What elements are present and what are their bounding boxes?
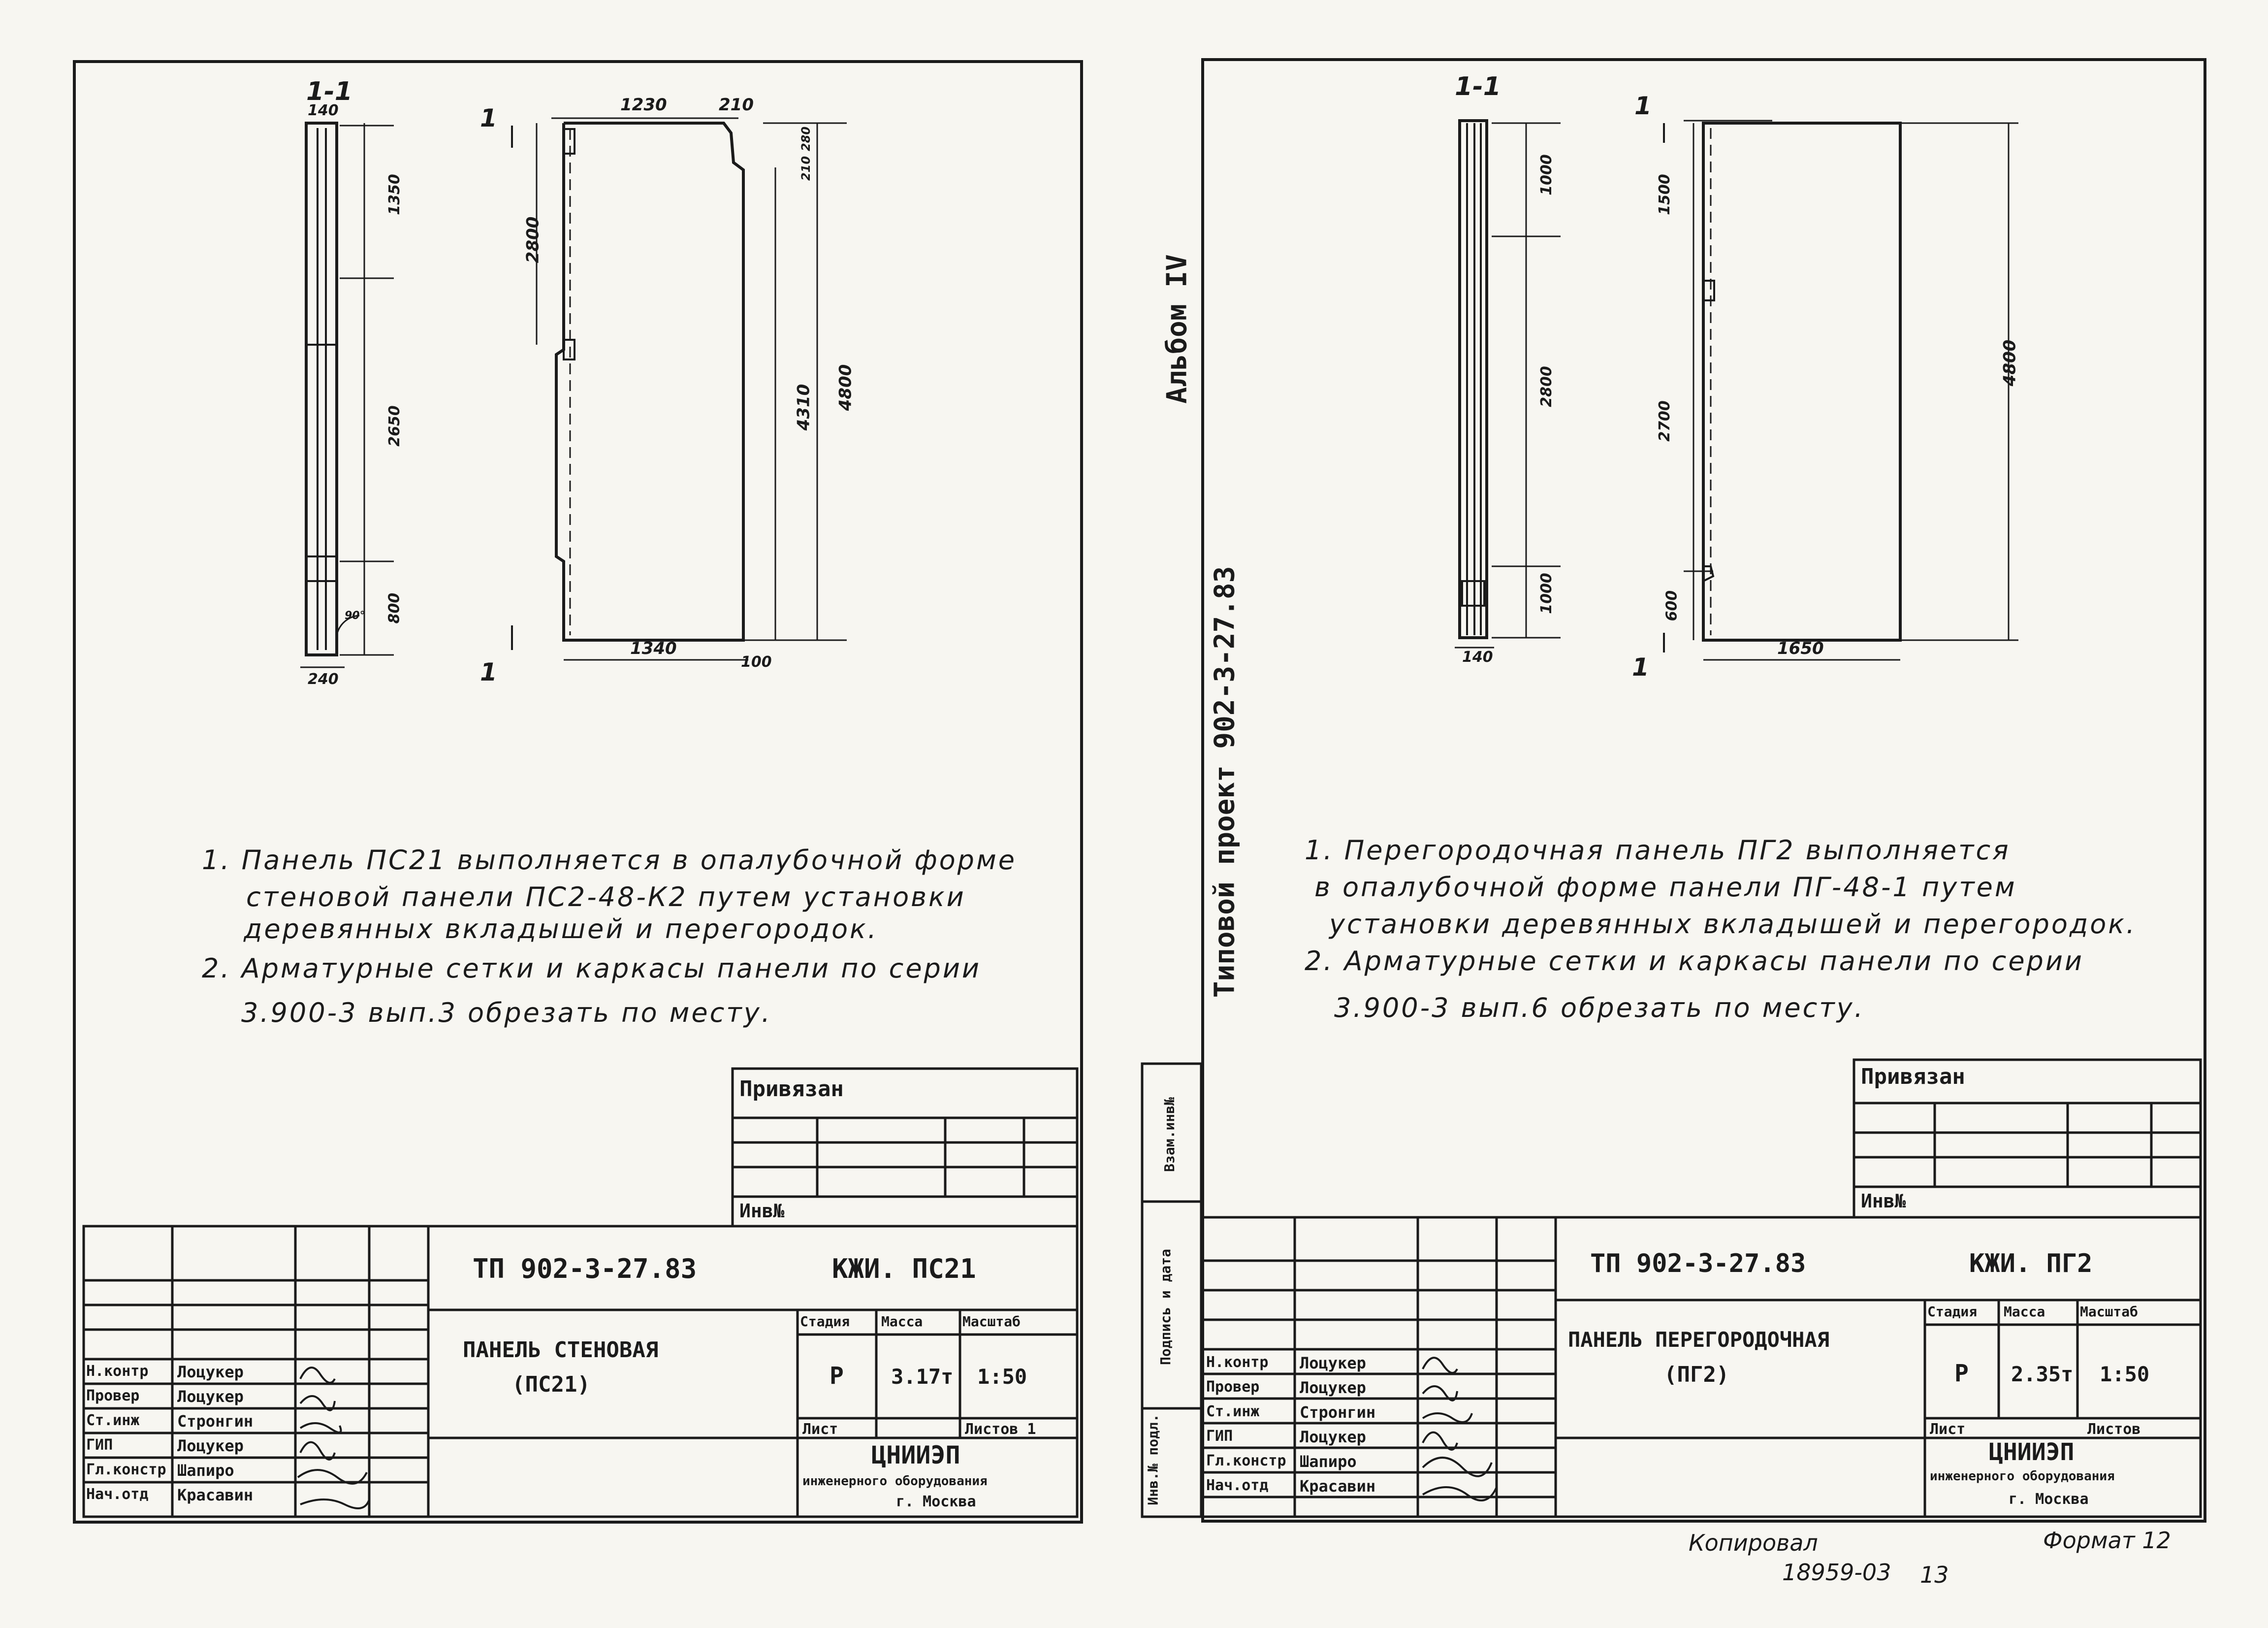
side-label-inv-podl: Инв.№ подл.	[1145, 1414, 1161, 1505]
right-scale-value: 1:50	[2100, 1362, 2150, 1386]
right-dim-1500: 1500	[1656, 174, 1673, 215]
right-project-code: ТП 902-3-27.83	[1590, 1249, 1806, 1278]
right-org-name: ЦНИИЭП	[1989, 1438, 2075, 1466]
left-inv-no: Инв№	[739, 1200, 785, 1222]
left-dim-280: 280	[799, 126, 813, 152]
footer-number: 18959-03	[1782, 1559, 1891, 1586]
footer-format: Формат 12	[2043, 1527, 2171, 1554]
left-role-1: Н.контр	[86, 1363, 149, 1380]
footer-copied: Копировал	[1689, 1530, 1818, 1556]
right-section-label: 1-1	[1455, 72, 1501, 101]
left-note-line-2: стеновой панели ПС2-48-К2 путем установки	[246, 881, 966, 912]
spine-project: Типовой проект 902-3-27.83	[1209, 566, 1241, 998]
left-org-sub: инженерного оборудования	[802, 1474, 988, 1489]
left-dim-800: 800	[385, 592, 403, 624]
left-drawing-subtitle: (ПС21)	[512, 1372, 590, 1397]
left-org-name: ЦНИИЭП	[871, 1441, 960, 1469]
right-inv-no: Инв№	[1861, 1190, 1906, 1212]
right-dim-2800: 2800	[1537, 366, 1555, 407]
left-cut-mark-top: 1	[480, 104, 497, 132]
right-stage-value: Р	[1954, 1360, 1969, 1387]
left-dim-4310: 4310	[794, 384, 814, 431]
right-cut-mark-bottom: 1	[1632, 653, 1649, 682]
left-dim-210-top: 210	[719, 95, 754, 115]
right-drawing-subtitle: (ПГ2)	[1664, 1362, 1729, 1387]
left-stage-header: Стадия	[800, 1313, 850, 1330]
right-sheet-code: КЖИ. ПГ2	[1969, 1249, 2093, 1278]
right-dim-2700: 2700	[1656, 400, 1673, 442]
right-stage-header: Стадия	[1927, 1303, 1978, 1320]
left-name-2: Лоцукер	[177, 1387, 244, 1406]
left-note-line-1: 1. Панель ПС21 выполняется в опалубочной форме	[202, 845, 1017, 876]
left-dim-1340: 1340	[630, 639, 677, 658]
right-name-5: Шапиро	[1300, 1452, 1357, 1471]
left-dim-angle: 90°	[345, 610, 365, 622]
left-cut-mark-bottom: 1	[480, 658, 497, 686]
right-role-5: Гл.констр	[1206, 1452, 1286, 1469]
right-role-1: Н.контр	[1206, 1354, 1269, 1371]
right-role-6: Нач.отд	[1206, 1477, 1269, 1494]
right-scale-header: Масштаб	[2080, 1303, 2139, 1320]
right-name-3: Стронгин	[1300, 1403, 1376, 1422]
left-name-6: Красавин	[177, 1486, 254, 1504]
left-role-2: Провер	[86, 1387, 140, 1404]
right-name-2: Лоцукер	[1300, 1378, 1366, 1397]
right-dim-1000-bottom: 1000	[1537, 573, 1555, 614]
left-name-4: Лоцукер	[177, 1436, 244, 1455]
right-dim-4800: 4800	[2000, 339, 2020, 387]
left-dim-2650: 2650	[385, 405, 403, 447]
left-dim-1350: 1350	[385, 174, 403, 215]
right-name-1: Лоцукер	[1300, 1354, 1366, 1372]
right-sheet-header: Лист	[1930, 1421, 1966, 1438]
right-dim-140: 140	[1462, 649, 1493, 666]
side-label-vzam: Взам.инв№	[1161, 1097, 1178, 1172]
left-role-4: ГИП	[86, 1436, 113, 1454]
right-note-line-4: 2. Арматурные сетки и каркасы панели по серии	[1305, 945, 2084, 977]
right-dim-1650: 1650	[1777, 639, 1824, 658]
left-dim-240: 240	[308, 671, 339, 688]
right-role-2: Провер	[1206, 1378, 1260, 1396]
left-role-5: Гл.констр	[86, 1461, 166, 1478]
left-name-3: Стронгин	[177, 1412, 254, 1431]
left-drawing-title: ПАНЕЛЬ СТЕНОВАЯ	[463, 1337, 659, 1363]
right-mass-value: 2.35т	[2011, 1362, 2074, 1386]
left-city: г. Москва	[896, 1493, 976, 1510]
left-name-5: Шапиро	[177, 1461, 234, 1480]
right-name-6: Красавин	[1300, 1477, 1376, 1496]
left-scale-header: Масштаб	[962, 1313, 1021, 1330]
left-role-6: Нач.отд	[86, 1486, 149, 1503]
left-dim-210-side: 210	[799, 156, 813, 181]
right-cut-mark-top: 1	[1634, 92, 1652, 120]
left-sheet-code: КЖИ. ПС21	[832, 1253, 976, 1284]
right-note-line-5: 3.900-3 вып.6 обрезать по месту.	[1334, 992, 1865, 1023]
left-sheets-header: Листов 1	[965, 1421, 1036, 1438]
left-scale-value: 1:50	[977, 1365, 1027, 1389]
left-dim-1230: 1230	[620, 95, 667, 115]
left-sheet-header: Лист	[802, 1421, 838, 1438]
right-note-line-3: установки деревянных вкладышей и перегородок.	[1329, 909, 2137, 940]
left-dim-2800: 2800	[523, 216, 543, 263]
right-role-3: Ст.инж	[1206, 1403, 1260, 1420]
footer-page: 13	[1920, 1562, 1949, 1588]
right-role-4: ГИП	[1206, 1428, 1233, 1445]
right-note-line-2: в опалубочной форме панели ПГ-48-1 путем	[1314, 872, 2017, 903]
left-role-3: Ст.инж	[86, 1412, 140, 1429]
left-note-line-5: 3.900-3 вып.3 обрезать по месту.	[241, 997, 772, 1028]
side-label-signature: Подпись и дата	[1157, 1248, 1174, 1366]
left-dim-4800: 4800	[835, 364, 856, 411]
right-dim-1000-top: 1000	[1537, 154, 1555, 195]
right-drawing-title: ПАНЕЛЬ ПЕРЕГОРОДОЧНАЯ	[1568, 1328, 1830, 1352]
left-privyazan: Привязан	[739, 1076, 844, 1102]
right-name-4: Лоцукер	[1300, 1428, 1366, 1446]
left-name-1: Лоцукер	[177, 1363, 244, 1381]
spine-album: Альбом IV	[1161, 254, 1193, 404]
right-dim-600: 600	[1663, 590, 1681, 621]
left-note-line-3: деревянных вкладышей и перегородок.	[244, 913, 878, 944]
left-section-label: 1-1	[306, 77, 352, 106]
right-city: г. Москва	[2009, 1491, 2089, 1508]
left-note-line-4: 2. Арматурные сетки и каркасы панели по серии	[202, 953, 982, 984]
right-note-line-1: 1. Перегородочная панель ПГ2 выполняется	[1305, 835, 2011, 866]
right-sheets-header: Листов	[2087, 1421, 2141, 1438]
right-privyazan: Привязан	[1861, 1064, 1965, 1089]
right-mass-header: Масса	[2004, 1303, 2045, 1320]
left-mass-value: 3.17т	[891, 1365, 954, 1389]
left-mass-header: Масса	[881, 1313, 923, 1330]
left-project-code: ТП 902-3-27.83	[473, 1253, 697, 1284]
right-org-sub: инженерного оборудования	[1930, 1469, 2115, 1484]
left-dim-100: 100	[741, 653, 772, 671]
left-stage-value: Р	[830, 1362, 844, 1390]
left-dim-140: 140	[308, 102, 339, 119]
